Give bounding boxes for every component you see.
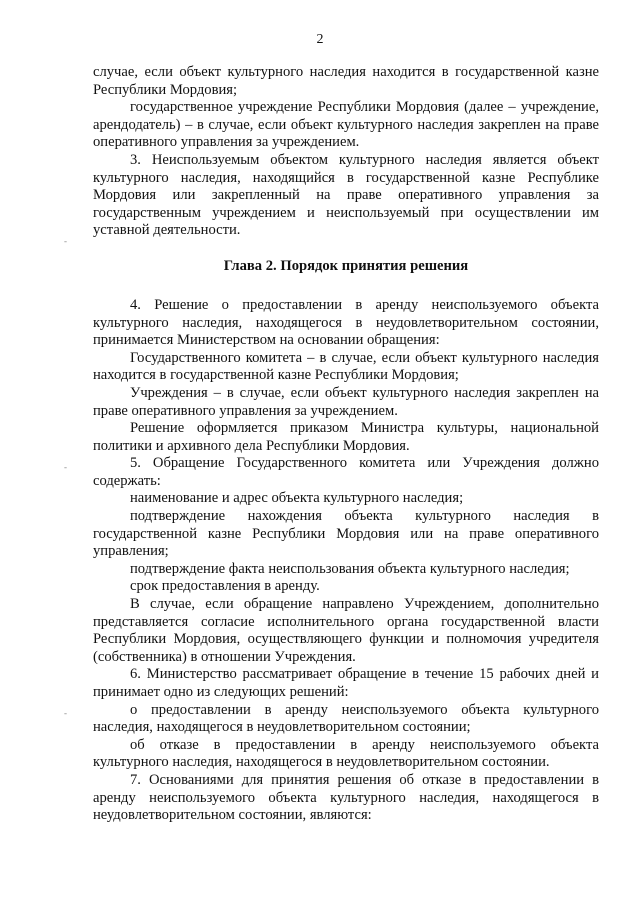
paragraph: 3. Неиспользуемым объектом культурного наследия является объект культурного наследия, находящийся в государственной казне Республике Мордовия или закрепленный на праве оперативного управления за государственным учреждением и неиспользуемый при осуществлении им уставной деятельности.: [93, 151, 599, 239]
paragraph: В случае, если обращение направлено Учреждением, дополнительно представляется согласие исполнительного органа государственной власти Республики Мордовия, осуществляющего функции и полномочия учредителя (собственника) в отношении Учреждения.: [93, 596, 599, 665]
paragraph: наименование и адрес объекта культурного наследия;: [130, 490, 464, 507]
paragraph: 5. Обращение Государственного комитета или Учреждения должно содержать:: [93, 455, 599, 489]
paragraph: Решение оформляется приказом Министра культуры, национальной политики и архивного дела Республики Мордовия.: [93, 420, 599, 454]
paragraph: Государственного комитета – в случае, если объект культурного наследия находится в государственной казне Республики Мордовия;: [93, 349, 599, 384]
chapter-heading: Глава 2. Порядок принятия решения: [223, 257, 469, 274]
paragraph: о предоставлении в аренду неиспользуемого объекта культурного наследия, находящегося в неудовлетворительном состоянии;: [93, 701, 599, 736]
paragraph: 6. Министерство рассматривает обращение в течение 15 рабочих дней и принимает одно из следующих решений:: [93, 666, 599, 700]
margin-mark: -: [64, 236, 67, 246]
paragraph: 4. Решение о предоставлении в аренду неиспользуемого объекта культурного наследия, находящегося в неудовлетворительном состоянии, принимается Министерством на основании обращения:: [93, 296, 599, 349]
paragraph: случае, если объект культурного наследия находится в государственной казне Республики Мордовия;: [93, 64, 599, 98]
paragraph: подтверждение нахождения объекта культурного наследия в государственной казне Республики Мордовия или на праве оперативного управления;: [93, 508, 599, 560]
document-body: [93, 64, 599, 825]
paragraph: Учреждения – в случае, если объект культурного наследия закреплен на праве оперативного управления за учреждением.: [93, 384, 599, 419]
margin-mark: -: [64, 462, 67, 472]
paragraph: об отказе в предоставлении в аренду неиспользуемого объекта культурного наследия, находящегося в неудовлетворительном состоянии.: [93, 736, 599, 771]
paragraph: государственное учреждение Республики Мордовия (далее – учреждение, арендодатель) – в случае, если объект культурного наследия закреплен на праве оперативного управления за учреждением.: [93, 99, 599, 151]
paragraph: срок предоставления в аренду.: [130, 578, 320, 595]
paragraph: 7. Основаниями для принятия решения об отказе в предоставлении в аренду неиспользуемого объекта культурного наследия, находящегося в неудовлетворительном состоянии, являются:: [93, 771, 599, 824]
paragraph: подтверждение факта неиспользования объекта культурного наследия;: [130, 560, 570, 577]
page-number: 2: [316, 32, 324, 47]
margin-mark: -: [64, 708, 67, 718]
